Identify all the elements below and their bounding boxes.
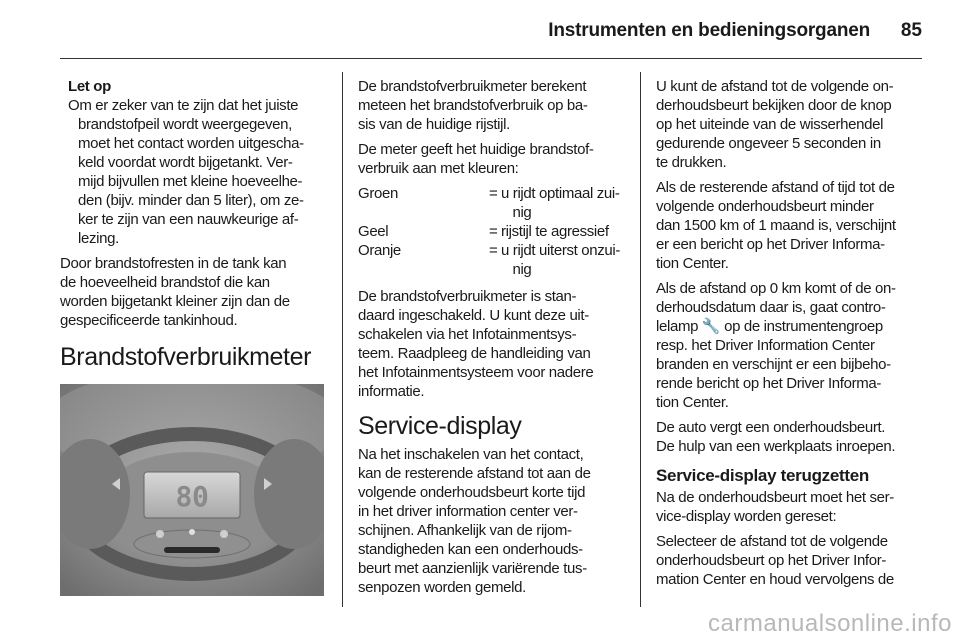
note-line: keld voordat wordt bijgetankt. Ver-	[78, 154, 293, 171]
text-line: Door brandstofresten in de tank kan	[60, 255, 287, 272]
text-line: gedurende ongeveer 5 seconden in	[656, 135, 881, 152]
text-line: De brandstofverbruikmeter berekent	[358, 78, 587, 95]
text-line: Als de resterende afstand of tijd tot de	[656, 179, 895, 196]
paragraph-tank-residue	[60, 254, 328, 330]
text-line: De auto vergt een onderhoudsbeurt.	[656, 419, 886, 436]
column-1	[60, 77, 328, 596]
column-divider-2	[640, 72, 641, 607]
text-line: lelamp	[656, 318, 699, 335]
paragraph-meter-colors	[358, 140, 626, 178]
page-number: 85	[900, 20, 922, 41]
text-line: Selecteer de afstand tot de volgende	[656, 533, 888, 550]
text-line: U kunt de afstand tot de volgende on-	[656, 78, 894, 95]
text-line: derhoudsdatum daar is, gaat contro-	[656, 299, 886, 316]
section-heading-service-display: Service-display	[358, 412, 522, 440]
text-line: er een bericht op het Driver Informa-	[656, 236, 885, 253]
cluster-speed-readout: 80	[175, 480, 209, 513]
table-row	[358, 184, 626, 222]
separator: =	[489, 242, 498, 259]
text-line: informatie.	[358, 383, 425, 400]
text-line: worden bijgetankt kleiner zijn dan de	[60, 293, 290, 310]
text-line: dan 1500 km of 1 maand is, verschijnt	[656, 217, 896, 234]
text-line: senpozen worden gemeld.	[358, 579, 526, 596]
color-name: Oranje	[358, 242, 401, 259]
paragraph-view-distance	[656, 77, 928, 172]
text-line: De brandstofverbruikmeter is stan-	[358, 288, 577, 305]
note-line: ker te zijn van een nauwkeurige af-	[78, 211, 299, 228]
text-line: het Infotainmentsysteem voor nadere	[358, 364, 594, 381]
page-header-title: Instrumenten en bedieningsorganen	[548, 20, 870, 41]
paragraph-needs-service	[656, 418, 928, 456]
column-2	[358, 77, 626, 603]
text-line: te drukken.	[656, 154, 727, 171]
text-line: Na het inschakelen van het contact,	[358, 446, 584, 463]
subheading-reset-service-display: Service-display terugzetten	[656, 466, 869, 485]
text-line: kan de resterende afstand tot aan de	[358, 465, 591, 482]
instrument-cluster-photo	[60, 384, 324, 596]
paragraph-meter-default	[358, 287, 626, 401]
text-line: gespecificeerde tankinhoud.	[60, 312, 238, 329]
text-line: Als de afstand op 0 km komt of de on-	[656, 280, 896, 297]
note-line: Om er zeker van te zijn dat het juiste	[68, 97, 299, 114]
note-line: brandstofpeil wordt weergegeven,	[78, 116, 292, 133]
text-line: verbruik aan met kleuren:	[358, 160, 519, 177]
table-row	[358, 222, 626, 241]
text-line: De meter geeft het huidige brandstof-	[358, 141, 594, 158]
text-line: volgende onderhoudsbeurt korte tijd	[358, 484, 586, 501]
paragraph-service-intro	[358, 445, 626, 597]
header-divider	[60, 58, 922, 59]
color-meaning: u rijdt optimaal zui- nig	[501, 185, 620, 221]
note-line: moet het contact worden uitgescha-	[78, 135, 304, 152]
text-line: op de instrumentengroep	[724, 318, 883, 335]
paragraph-zero-km	[656, 279, 928, 412]
color-legend-table	[358, 184, 626, 279]
text-line: Na de onderhoudsbeurt moet het ser-	[656, 489, 894, 506]
paragraph-reset-steps	[656, 532, 928, 589]
text-line: meteen het brandstofverbruik op ba-	[358, 97, 588, 114]
text-line: resp. het Driver Information Center	[656, 337, 875, 354]
color-name: Geel	[358, 223, 389, 240]
note-box	[60, 77, 328, 248]
text-line: beurt met aanzienlijk variërende tus-	[358, 560, 587, 577]
text-line: rende bericht op het Driver Informa-	[656, 375, 882, 392]
text-line: tion Center.	[656, 394, 729, 411]
color-meaning: u rijdt uiterst onzui- nig	[501, 242, 621, 278]
text-line: branden en verschijnt er een bijbeho-	[656, 356, 891, 373]
separator: =	[489, 185, 498, 202]
text-line: tion Center.	[656, 255, 729, 272]
text-line: in het driver information center ver-	[358, 503, 578, 520]
note-line: lezing.	[78, 230, 119, 247]
watermark: carmanualsonline.info	[708, 610, 952, 637]
paragraph-meter-calc	[358, 77, 626, 134]
text-line: de hoeveelheid brandstof die kan	[60, 274, 270, 291]
table-row	[358, 241, 626, 279]
text-line: daard ingeschakeld. U kunt deze uit-	[358, 307, 589, 324]
color-meaning: rijstijl te agressief	[501, 223, 609, 240]
paragraph-reset-intro	[656, 488, 928, 526]
note-line: mijd bijvullen met kleine hoeveelhe-	[78, 173, 303, 190]
text-line: mation Center en houd vervolgens de	[656, 571, 894, 588]
text-line: teem. Raadpleeg de handleiding van	[358, 345, 591, 362]
text-line: derhoudsbeurt bekijken door de knop	[656, 97, 892, 114]
note-line: den (bijv. minder dan 5 liter), om ze-	[78, 192, 304, 209]
text-line: volgende onderhoudsbeurt minder	[656, 198, 874, 215]
text-line: op het uiteinde van de wisserhendel	[656, 116, 884, 133]
paragraph-remaining-distance	[656, 178, 928, 273]
text-line: sis van de huidige rijstijl.	[358, 116, 510, 133]
column-3	[656, 77, 928, 595]
text-line: schakelen via het Infotainmentsys-	[358, 326, 577, 343]
column-divider-1	[342, 72, 343, 607]
text-line: onderhoudsbeurt op het Driver Infor-	[656, 552, 887, 569]
wrench-icon: 🔧	[701, 318, 721, 335]
section-heading-fuel-meter: Brandstofverbruikmeter	[60, 343, 312, 371]
separator: =	[489, 223, 498, 240]
color-name: Groen	[358, 185, 398, 202]
text-line: standigheden kan een onderhouds-	[358, 541, 583, 558]
note-title: Let op	[68, 78, 111, 95]
text-line: De hulp van een werkplaats inroepen.	[656, 438, 896, 455]
text-line: schijnen. Afhankelijk van de rijom-	[358, 522, 572, 539]
text-line: vice-display worden gereset:	[656, 508, 837, 525]
